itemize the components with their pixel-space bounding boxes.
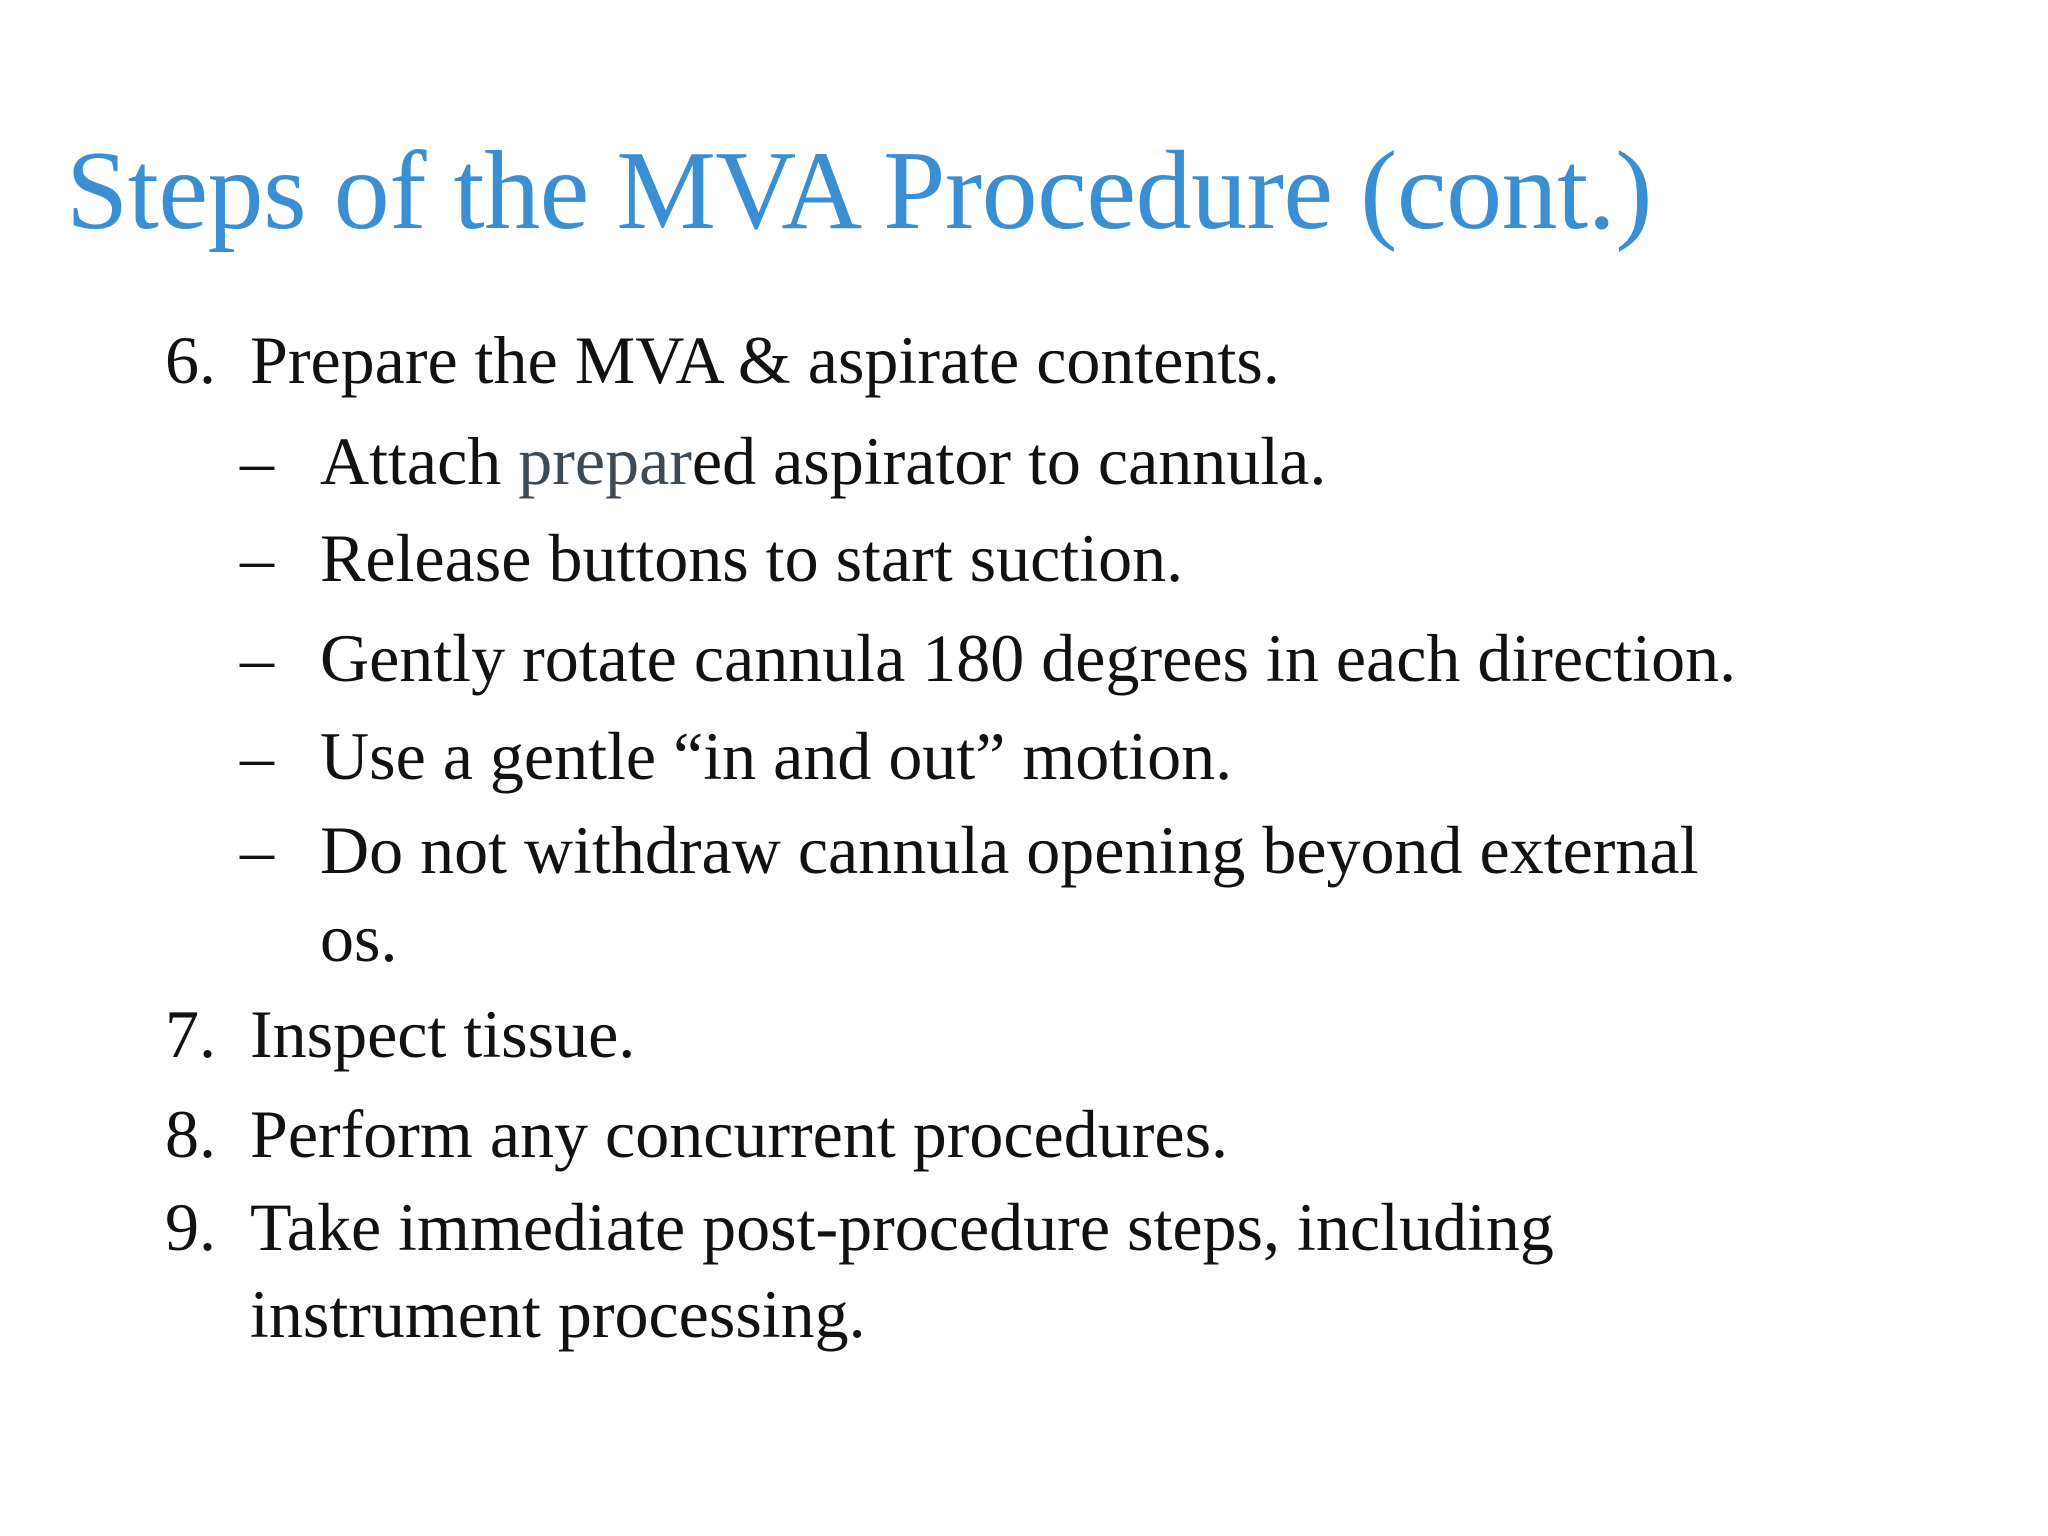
dash-bullet: – [240,423,274,499]
substep-text: Use a gentle “in and out” motion. [320,718,1233,794]
substep-text-line-2: os. [320,900,398,976]
substep-text-highlight: prepar [518,423,692,499]
step-number: 8. [165,1096,216,1172]
step-number: 9. [165,1189,216,1265]
step-text: Inspect tissue. [250,996,636,1072]
substep-text: Release buttons to start suction. [320,520,1184,596]
dash-bullet: – [240,718,274,794]
step-text-line-2: instrument processing. [250,1276,866,1352]
dash-bullet: – [240,620,274,696]
substep-text-prefix: Attach [320,423,519,499]
substep-text: Gently rotate cannula 180 degrees in each direction. [320,620,1737,696]
dash-bullet: – [240,520,274,596]
dash-bullet: – [240,812,274,888]
step-number: 6. [165,322,216,398]
slide-title: Steps of the MVA Procedure (cont.) [66,129,1652,253]
substep-text [320,423,1327,499]
step-text: Prepare the MVA & aspirate contents. [250,322,1280,398]
step-text: Perform any concurrent procedures. [250,1096,1229,1172]
step-text-line-1: Take immediate post-procedure steps, including [250,1189,1554,1265]
step-number: 7. [165,996,216,1072]
substep-text-line-1: Do not withdraw cannula opening beyond external [320,812,1699,888]
substep-text-suffix: ed aspirator to cannula. [691,423,1327,499]
